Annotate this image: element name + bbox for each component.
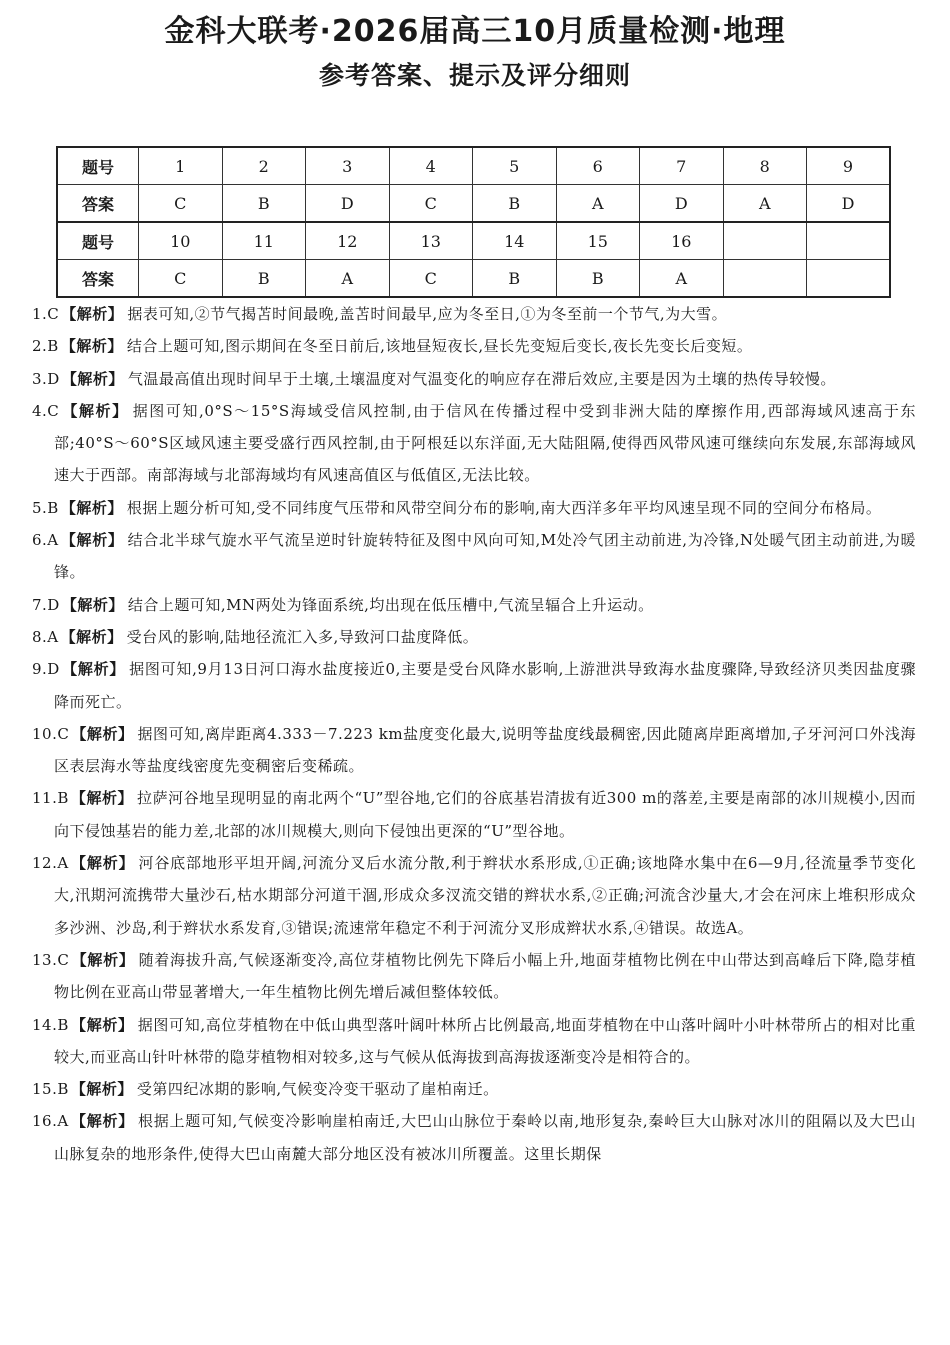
item-number: 8.A: [32, 627, 59, 646]
item-text: 随着海拔升高,气候逐渐变冷,高位芽植物比例先下降后小幅上升,地面芽植物比例在中山带达到高峰后下降,隐芽植物比例在亚高山带显著增大,一年生植物比例先增后减但整体较低。: [54, 950, 916, 1002]
explanation-item-1: [32, 298, 916, 330]
analysis-tag: 【解析】: [60, 337, 123, 356]
analysis-tag: 【解析】: [61, 369, 124, 388]
answer-cell: B: [473, 185, 557, 223]
item-text: 结合北半球气旋水平气流呈逆时针旋转特征及图中风向可知,M处冷气团主动前进,为冷锋,N处暖气团主动前进,为暖锋。: [54, 531, 916, 582]
table-row-answers-2: [57, 260, 890, 298]
question-number-cell: 14: [473, 222, 557, 260]
answer-cell: D: [807, 185, 891, 223]
item-text: 受第四纪冰期的影响,气候变冷变干驱动了崖柏南迁。: [136, 1080, 499, 1099]
explanation-item-13: [32, 944, 916, 1009]
answer-cell: C: [389, 260, 473, 298]
item-text: 据图可知,0°S～15°S海域受信风控制,由于信风在传播过程中受到非洲大陆的摩擦作用,西部海域风速高于东部;40°S～60°S区域风速主要受盛行西风控制,由于阿根廷以东洋面,无大陆阻隔,使得西风带风速可继续向东发展,东部海域风速大于西部。南部海域与北部海域均有风速高值区与低值区,无法比较。: [54, 401, 916, 485]
question-number-cell: 15: [556, 222, 640, 260]
analysis-tag: 【解析】: [61, 401, 129, 420]
item-text: 气温最高值出现时间早于土壤,土壤温度对气温变化的响应存在滞后效应,主要是因为土壤的热传导较慢。: [127, 369, 836, 388]
item-text: 据图可知,离岸距离4.333－7.223 km盐度变化最大,说明等盐度线最稠密,因此随离岸距离增加,子牙河河口外浅海区表层海水等盐度线密度先变稠密后变稀疏。: [54, 724, 916, 776]
question-number-cell: 10: [139, 222, 223, 260]
row-label-answer: 答案: [57, 185, 139, 223]
item-number: 14.B: [32, 1015, 69, 1034]
table-row-answers-1: [57, 185, 890, 223]
explanation-item-4: [32, 395, 916, 492]
explanation-item-5: [32, 492, 916, 524]
explanation-item-10: [32, 718, 916, 783]
item-number: 6.A: [32, 531, 59, 550]
answer-cell: [723, 260, 807, 298]
row-label-answer: 答案: [57, 260, 139, 298]
explanation-item-6: [32, 524, 916, 589]
answer-cell: D: [640, 185, 724, 223]
item-number: 4.C: [32, 401, 60, 420]
document-title: 金科大联考·2026届高三10月质量检测·地理: [164, 14, 786, 49]
item-number: 11.B: [32, 789, 69, 808]
answer-cell: A: [723, 185, 807, 223]
question-number-cell: 8: [723, 147, 807, 185]
table-row-numbers-2: [57, 222, 890, 260]
question-number-cell: [723, 222, 807, 260]
question-number-cell: 1: [139, 147, 223, 185]
item-number: 2.B: [32, 337, 59, 356]
item-text: 受台风的影响,陆地径流汇入多,导致河口盐度降低。: [126, 627, 479, 646]
item-number: 9.D: [32, 660, 60, 679]
analysis-tag: 【解析】: [61, 305, 124, 323]
analysis-tag: 【解析】: [60, 627, 123, 646]
question-number-cell: 11: [222, 222, 306, 260]
analysis-tag: 【解析】: [70, 1015, 134, 1034]
table-row-numbers-1: [57, 147, 890, 185]
question-number-cell: [807, 222, 891, 260]
answer-cell: A: [556, 185, 640, 223]
item-number: 3.D: [32, 369, 60, 388]
explanation-item-9: [32, 653, 916, 718]
analysis-tag: 【解析】: [70, 854, 135, 873]
item-number: 13.C: [32, 950, 70, 969]
question-number-cell: 7: [640, 147, 724, 185]
explanation-item-11: [32, 782, 916, 847]
analysis-tag: 【解析】: [60, 498, 123, 517]
item-text: 河谷底部地形平坦开阔,河流分叉后水流分散,利于辫状水系形成,①正确;该地降水集中在6—9月,径流量季节变化大,汛期河流携带大量沙石,枯水期部分河道干涸,形成众多汊流交错的辫状水系,②正确;河流含沙量大,才会在河床上堆积形成众多沙洲、沙岛,利于辫状水系发育,③错误;流速常年稳定不利于河流分叉形成辫状水系,④错误。故选A。: [54, 854, 916, 937]
item-text: 据图可知,高位芽植物在中低山典型落叶阔叶林所占比例最高,地面芽植物在中山落叶阔叶小叶林带所占的相对比重较大,而亚高山针叶林带的隐芽植物相对较多,这与气候从低海拔到高海拔逐渐变冷是相符合的。: [54, 1015, 916, 1066]
question-number-cell: 16: [640, 222, 724, 260]
explanation-item-15: [32, 1073, 916, 1105]
answer-cell: C: [139, 185, 223, 223]
item-number: 15.B: [32, 1080, 69, 1099]
question-number-cell: 12: [306, 222, 390, 260]
answer-table: [56, 146, 891, 298]
question-number-cell: 13: [389, 222, 473, 260]
analysis-tag: 【解析】: [70, 1080, 133, 1099]
item-text: 据图可知,9月13日河口海水盐度接近0,主要是受台风降水影响,上游泄洪导致海水盐度骤降,导致经济贝类因盐度骤降而死亡。: [54, 660, 916, 711]
item-number: 5.B: [32, 498, 59, 517]
answer-cell: B: [556, 260, 640, 298]
analysis-tag: 【解析】: [71, 724, 134, 743]
item-number: 16.A: [32, 1112, 69, 1131]
analysis-tag: 【解析】: [60, 531, 124, 550]
question-number-cell: 3: [306, 147, 390, 185]
analysis-tag: 【解析】: [61, 595, 124, 614]
explanation-list: [32, 298, 916, 1170]
question-number-cell: 2: [222, 147, 306, 185]
question-number-cell: 6: [556, 147, 640, 185]
item-number: 12.A: [32, 854, 69, 873]
row-label-number: 题号: [57, 147, 139, 185]
item-text: 拉萨河谷地呈现明显的南北两个“U”型谷地,它们的谷底基岩清拔有近300 m的落差,主要是南部的冰川规模小,因而向下侵蚀基岩的能力差,北部的冰川规模大,则向下侵蚀出更深的“U”型谷地。: [54, 789, 916, 840]
answer-cell: [807, 260, 891, 298]
question-number-cell: 4: [389, 147, 473, 185]
analysis-tag: 【解析】: [61, 660, 126, 679]
explanation-item-3: [32, 363, 916, 395]
answer-cell: D: [306, 185, 390, 223]
question-number-cell: 5: [473, 147, 557, 185]
answer-cell: A: [306, 260, 390, 298]
analysis-tag: 【解析】: [71, 950, 135, 969]
answer-cell: B: [222, 185, 306, 223]
analysis-tag: 【解析】: [70, 1112, 134, 1131]
item-text: 据表可知,②节气揭苫时间最晚,盖苫时间最早,应为冬至日,①为冬至前一个节气,为大雪。: [127, 305, 728, 323]
item-number: 10.C: [32, 724, 70, 743]
answer-cell: C: [139, 260, 223, 298]
explanation-item-2: [32, 330, 916, 362]
explanation-item-12: [32, 847, 916, 944]
item-number: 1.C: [32, 305, 60, 323]
item-text: 根据上题分析可知,受不同纬度气压带和风带空间分布的影响,南大西洋多年平均风速呈现不同的空间分布格局。: [126, 498, 882, 517]
question-number-cell: 9: [807, 147, 891, 185]
document-subtitle: 参考答案、提示及评分细则: [318, 61, 631, 90]
explanation-item-14: [32, 1009, 916, 1074]
answer-cell: A: [640, 260, 724, 298]
row-label-number: 题号: [57, 222, 139, 260]
explanation-item-7: [32, 589, 916, 621]
explanation-item-16: [32, 1105, 916, 1170]
item-text: 结合上题可知,图示期间在冬至日前后,该地昼短夜长,昼长先变短后变长,夜长先变长后变短。: [126, 337, 753, 356]
item-text: 根据上题可知,气候变冷影响崖柏南迁,大巴山山脉位于秦岭以南,地形复杂,秦岭巨大山脉对冰川的阻隔以及大巴山山脉复杂的地形条件,使得大巴山南麓大部分地区没有被冰川所覆盖。这里长期保: [54, 1112, 916, 1163]
answer-cell: B: [473, 260, 557, 298]
analysis-tag: 【解析】: [70, 789, 134, 808]
answer-cell: C: [389, 185, 473, 223]
explanation-item-8: [32, 621, 916, 653]
item-number: 7.D: [32, 595, 60, 614]
answer-cell: B: [222, 260, 306, 298]
item-text: 结合上题可知,MN两处为锋面系统,均出现在低压槽中,气流呈辐合上升运动。: [127, 595, 654, 614]
